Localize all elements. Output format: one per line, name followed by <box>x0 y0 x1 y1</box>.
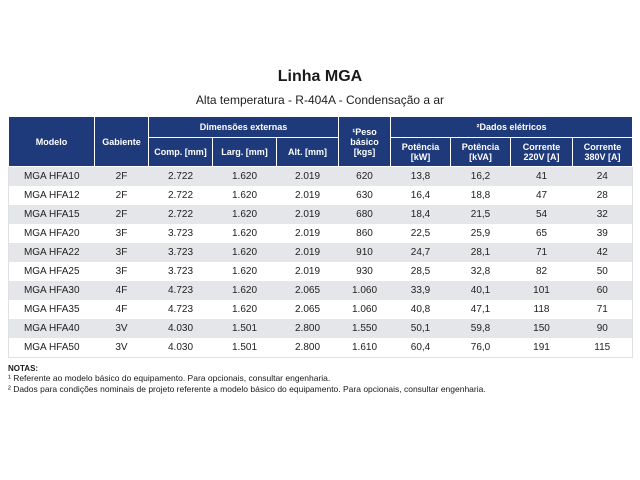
table-cell: 1.620 <box>231 228 258 239</box>
note-item: ¹ Referente ao modelo básico do equipamento. Para opcionais, consultar engenharia. <box>8 373 331 383</box>
table-cell: 115 <box>594 342 611 353</box>
table-cell: 630 <box>356 190 373 201</box>
table-cell: 50 <box>596 266 608 277</box>
table-cell: 1.620 <box>231 266 258 277</box>
table-cell: MGA HFA12 <box>23 190 80 201</box>
table-cell: 4.030 <box>167 342 194 353</box>
table-cell: 25,9 <box>470 228 491 239</box>
table-cell: 118 <box>533 304 550 315</box>
table-cell: 28,1 <box>470 247 491 258</box>
table-row <box>9 300 633 319</box>
table-cell: 1.620 <box>231 285 258 296</box>
table-cell: 4.723 <box>167 304 194 315</box>
table-row <box>9 243 633 262</box>
col-header-corrente-380: Corrente 380V [A] <box>573 138 633 167</box>
table-cell: 910 <box>356 247 373 258</box>
table-cell: 47 <box>535 190 548 201</box>
table-cell: 4.030 <box>167 323 194 334</box>
table-cell: 860 <box>356 228 373 239</box>
table-cell: 47,1 <box>470 304 491 315</box>
table-cell: 1.060 <box>352 304 378 315</box>
table-cell: MGA HFA35 <box>23 304 80 315</box>
table-cell: 3.723 <box>167 247 194 258</box>
table-cell: 3F <box>115 228 128 239</box>
table-cell: 2.800 <box>294 323 321 334</box>
table-cell: 24,7 <box>410 247 431 258</box>
col-header-potencia-kw: Potência [kW] <box>391 138 451 167</box>
table-cell: 1.620 <box>231 304 258 315</box>
table-cell: 76,0 <box>470 342 491 353</box>
table-row <box>9 205 633 224</box>
table-cell: 3F <box>115 266 128 277</box>
table-cell: 2F <box>115 190 128 201</box>
table-row <box>9 167 633 187</box>
table-cell: 3F <box>115 247 128 258</box>
table-cell: 24 <box>596 171 608 182</box>
col-header-gabiente: Gabiente <box>95 117 149 167</box>
table-cell: 1.620 <box>231 190 258 201</box>
table-cell: 1.501 <box>231 342 258 353</box>
table-cell: 2F <box>115 171 128 182</box>
table-cell: 33,9 <box>410 285 431 296</box>
notes-label: NOTAS: <box>8 364 39 373</box>
table-cell: 16,4 <box>410 190 431 201</box>
col-header-modelo: Modelo <box>9 117 95 167</box>
table-cell: 930 <box>356 266 373 277</box>
table-cell: 59,8 <box>470 323 491 334</box>
table-cell: 2.019 <box>294 228 321 239</box>
table-cell: 13,8 <box>410 171 431 182</box>
table-cell: 2F <box>115 209 128 220</box>
table-cell: 1.610 <box>352 342 378 353</box>
table-cell: 90 <box>596 323 608 334</box>
col-header-larg: Larg. [mm] <box>213 138 277 167</box>
table-cell: 2.019 <box>294 171 321 182</box>
table-row <box>9 186 633 205</box>
table-cell: 1.501 <box>231 323 258 334</box>
table-cell: MGA HFA25 <box>23 266 80 277</box>
table-cell: MGA HFA40 <box>23 323 80 334</box>
table-cell: 22,5 <box>410 228 431 239</box>
table-cell: 2.722 <box>167 209 194 220</box>
table-cell: 2.800 <box>294 342 321 353</box>
table-cell: 39 <box>596 228 608 239</box>
table-cell: 60 <box>596 285 608 296</box>
table-cell: MGA HFA22 <box>23 247 80 258</box>
table-header <box>9 117 633 167</box>
table-cell: 680 <box>356 209 373 220</box>
table-cell: 71 <box>596 304 608 315</box>
table-cell: 65 <box>535 228 548 239</box>
table-cell: 2.019 <box>294 266 321 277</box>
col-group-dimensoes-externas: Dimensões externas <box>149 117 339 138</box>
table-row <box>9 319 633 338</box>
note-item: ² Dados para condições nominais de projeto referente a modelo básico do equipamento. Para opcionais, consultar engenharia. <box>8 384 486 394</box>
notes-section <box>8 364 640 395</box>
table-cell: 1.550 <box>352 323 378 334</box>
col-header-comp: Comp. [mm] <box>149 138 213 167</box>
table-cell: 191 <box>533 342 550 353</box>
table-cell: 1.620 <box>231 209 258 220</box>
table-cell: MGA HFA10 <box>23 171 80 182</box>
table-cell: 18,4 <box>410 209 431 220</box>
table-cell: 150 <box>533 323 550 334</box>
spec-table <box>8 116 633 358</box>
table-cell: 71 <box>535 247 548 258</box>
table-cell: 21,5 <box>470 209 491 220</box>
table-cell: 40,1 <box>470 285 491 296</box>
col-header-alt: Alt. [mm] <box>277 138 339 167</box>
table-cell: 40,8 <box>410 304 431 315</box>
table-cell: 1.060 <box>352 285 378 296</box>
table-cell: MGA HFA50 <box>23 342 80 353</box>
table-cell: 41 <box>535 171 548 182</box>
table-cell: 18,8 <box>470 190 491 201</box>
page-subtitle: Alta temperatura - R-404A - Condensação a ar <box>195 93 445 107</box>
table-cell: 32 <box>596 209 608 220</box>
table-cell: 2.065 <box>294 304 321 315</box>
table-cell: 42 <box>596 247 608 258</box>
table-cell: 1.620 <box>231 171 258 182</box>
table-cell: 4F <box>115 304 128 315</box>
table-cell: 50,1 <box>410 323 431 334</box>
table-cell: 28,5 <box>410 266 431 277</box>
page-title: Linha MGA <box>277 68 363 85</box>
table-cell: 1.620 <box>231 247 258 258</box>
table-cell: 620 <box>356 171 373 182</box>
table-cell: 2.722 <box>167 190 194 201</box>
table-cell: 3.723 <box>167 266 194 277</box>
table-cell: 3V <box>115 323 128 334</box>
table-cell: 3.723 <box>167 228 194 239</box>
col-header-corrente-220: Corrente 220V [A] <box>511 138 573 167</box>
table-cell: 2.019 <box>294 247 321 258</box>
table-cell: 101 <box>533 285 550 296</box>
table-cell: 3V <box>115 342 128 353</box>
table-cell: 2.019 <box>294 190 321 201</box>
table-cell: 4.723 <box>167 285 194 296</box>
col-group-dados-eletricos: ²Dados elétricos <box>391 117 633 138</box>
table-cell: MGA HFA15 <box>23 209 80 220</box>
table-row <box>9 262 633 281</box>
table-cell: 28 <box>596 190 608 201</box>
table-cell: 2.019 <box>294 209 321 220</box>
table-body <box>9 167 633 358</box>
table-cell: 2.065 <box>294 285 321 296</box>
col-header-peso-basico: ¹Peso básico [kgs] <box>339 117 391 167</box>
table-cell: 32,8 <box>470 266 491 277</box>
table-cell: 54 <box>535 209 548 220</box>
table-row <box>9 281 633 300</box>
col-header-potencia-kva: Potência [kVA] <box>451 138 511 167</box>
table-row <box>9 224 633 243</box>
table-cell: 4F <box>115 285 128 296</box>
table-cell: MGA HFA20 <box>23 228 80 239</box>
table-row <box>9 338 633 358</box>
table-cell: 16,2 <box>470 171 491 182</box>
table-cell: 2.722 <box>167 171 194 182</box>
table-cell: 82 <box>535 266 548 277</box>
table-cell: MGA HFA30 <box>23 285 80 296</box>
table-cell: 60,4 <box>410 342 431 353</box>
